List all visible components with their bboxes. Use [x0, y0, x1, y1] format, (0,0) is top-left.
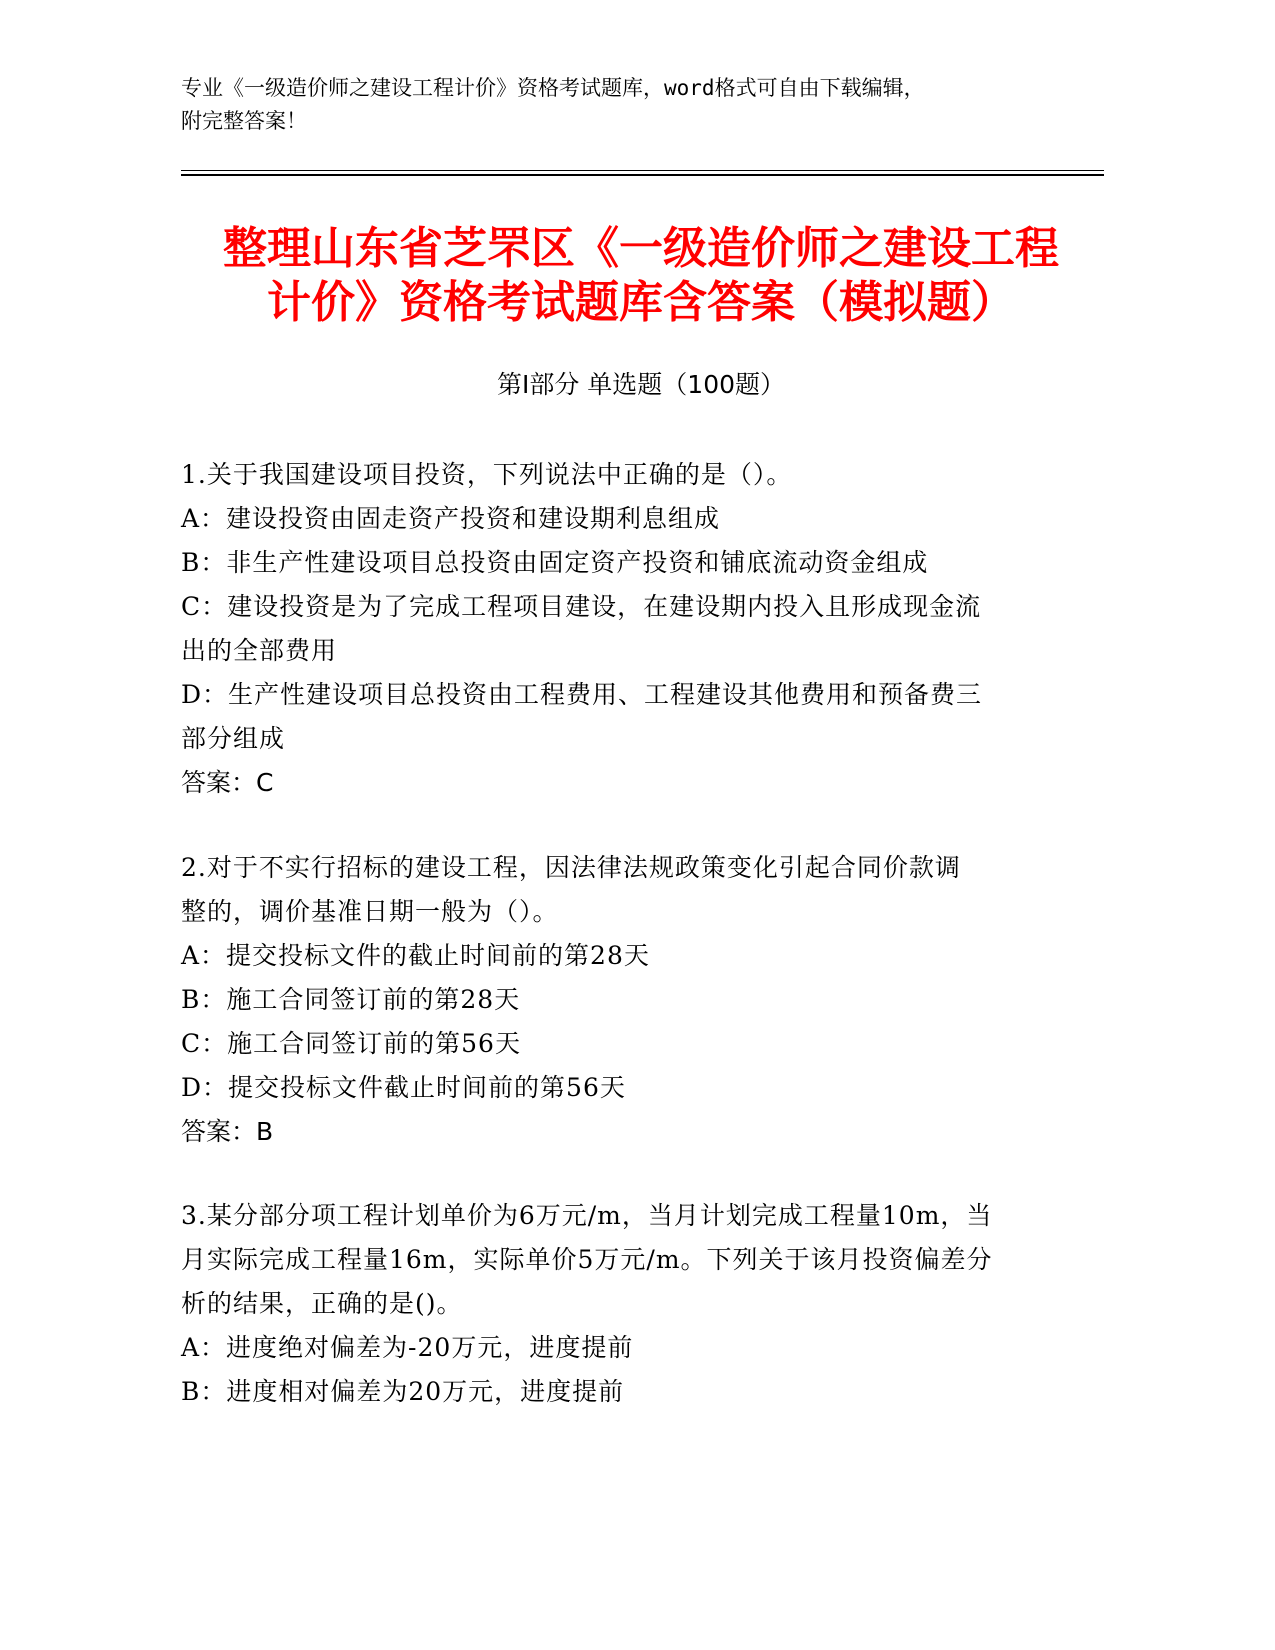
- header-note-line: 附完整答案！: [181, 109, 307, 133]
- option-d: D：生产性建设项目总投资由工程费用、工程建设其他费用和预备费三: [181, 680, 983, 709]
- question-stem: 1.关于我国建设项目投资，下列说法中正确的是（）。: [181, 460, 793, 489]
- question-stem: 3.某分部分项工程计划单价为6万元/m，当月计划完成工程量10m，当: [181, 1201, 993, 1230]
- header-note-line: 专业《一级造价师之建设工程计价》资格考试题库，word格式可自由下载编辑，: [181, 76, 925, 100]
- section-heading: 第Ⅰ部分 单选题（100题）: [496, 370, 786, 399]
- question-stem-continued: 整的，调价基准日期一般为（）。: [181, 897, 559, 926]
- question-stem-continued: 月实际完成工程量16m，实际单价5万元/m。下列关于该月投资偏差分: [181, 1245, 993, 1274]
- question-3: [181, 1194, 1081, 1414]
- option-c-continued: 出的全部费用: [181, 636, 338, 665]
- option-c: C：施工合同签订前的第56天: [181, 1029, 521, 1058]
- title-line: 整理山东省芝罘区《一级造价师之建设工程: [223, 223, 1059, 274]
- question-2: [181, 846, 1081, 1154]
- option-b: B：施工合同签订前的第28天: [181, 985, 521, 1014]
- option-a: A：提交投标文件的截止时间前的第28天: [181, 941, 650, 970]
- option-d: D：提交投标文件截止时间前的第56天: [181, 1073, 626, 1102]
- option-b: B：进度相对偏差为20万元，进度提前: [181, 1377, 625, 1406]
- option-b: B：非生产性建设项目总投资由固定资产投资和铺底流动资金组成: [181, 548, 929, 577]
- option-a: A：建设投资由固走资产投资和建设期利息组成: [181, 504, 721, 533]
- option-a: A：进度绝对偏差为-20万元，进度提前: [181, 1333, 634, 1362]
- option-c: C：建设投资是为了完成工程项目建设，在建设期内投入且形成现金流: [181, 592, 982, 621]
- question-1: [181, 453, 1081, 805]
- header-divider: [181, 170, 1104, 171]
- title-line: 计价》资格考试题库含答案（模拟题）: [267, 277, 1015, 328]
- answer-label: 答案：B: [181, 1117, 274, 1146]
- question-stem-continued: 析的结果，正确的是()。: [181, 1289, 463, 1318]
- header-divider-thick: [181, 174, 1104, 176]
- document-title: [181, 222, 1101, 330]
- question-stem: 2.对于不实行招标的建设工程，因法律法规政策变化引起合同价款调: [181, 853, 961, 882]
- header-note: [181, 72, 1101, 138]
- answer-label: 答案：C: [181, 768, 274, 797]
- option-d-continued: 部分组成: [181, 724, 286, 753]
